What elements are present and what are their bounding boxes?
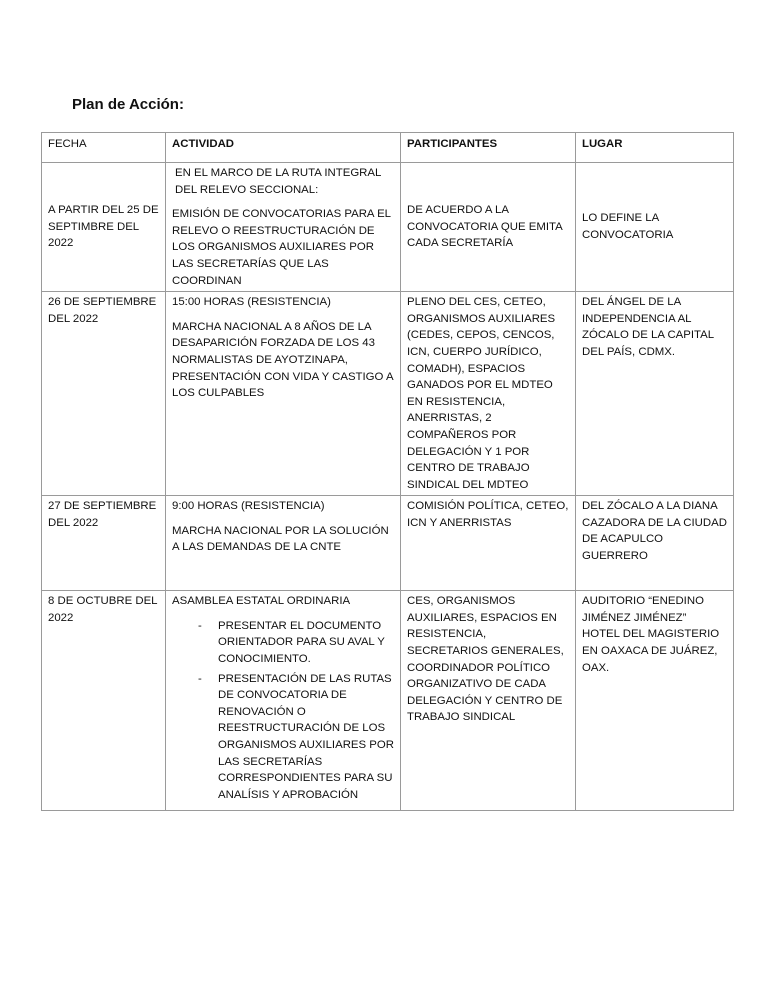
cell-fecha (42, 591, 166, 811)
cell-lugar (576, 496, 734, 591)
header-lugar: LUGAR (576, 133, 734, 163)
action-plan-table (41, 132, 734, 811)
fecha-text: 27 DE SEPTIEMBRE DEL 2022 (48, 500, 157, 529)
dash-bullet: - (198, 672, 202, 685)
table-header-row (42, 133, 734, 163)
list-item-text: PRESENTACIÓN DE LAS RUTAS DE CONVOCATORIA DE RENOVACIÓN O REESTRUCTURACIÓN DE LOS ORGANISMOS AUXILIARES POR LAS SECRETARÍAS CORRESPONDIENTES PARA SU ANALÍSIS Y APROBACIÓN (218, 672, 394, 801)
table-row (42, 163, 734, 292)
actividad-text: MARCHA NACIONAL A 8 AÑOS DE LA DESAPARICIÓN FORZADA DE LOS 43 NORMALISTAS DE AYOTZINAPA, PRESENTACIÓN CON VIDA Y CASTIGO A LOS CULPABLES (172, 320, 393, 400)
cell-fecha (42, 163, 166, 292)
cell-fecha (42, 496, 166, 591)
header-participantes: PARTICIPANTES (401, 133, 576, 163)
actividad-list (172, 618, 394, 804)
header-fecha: FECHA (42, 133, 166, 163)
dash-bullet: - (198, 619, 202, 632)
participantes-text: DE ACUERDO A LA CONVOCATORIA QUE EMITA CADA SECRETARÍA (407, 204, 563, 250)
cell-fecha (42, 292, 166, 496)
cell-lugar (576, 292, 734, 496)
fecha-text: 26 DE SEPTIEMBRE DEL 2022 (48, 296, 157, 325)
lugar-text: LO DEFINE LA CONVOCATORIA (582, 212, 674, 242)
actividad-intro: EN EL MARCO DE LA RUTA INTEGRAL DEL RELEVO SECCIONAL: (175, 167, 381, 196)
hora-text: 15:00 HORAS (RESISTENCIA) (172, 296, 331, 309)
cell-actividad (166, 292, 401, 496)
fecha-text: A PARTIR DEL 25 DE SEPTIMBRE DEL 2022 (48, 204, 159, 250)
actividad-text: ASAMBLEA ESTATAL ORDINARIA (172, 595, 351, 608)
cell-participantes (401, 292, 576, 496)
cell-participantes (401, 496, 576, 591)
cell-actividad (166, 496, 401, 591)
cell-lugar (576, 163, 734, 292)
fecha-text: 8 DE OCTUBRE DEL 2022 (48, 595, 158, 624)
table-row (42, 591, 734, 811)
lugar-text: DEL ZÓCALO A LA DIANA CAZADORA DE LA CIUDAD DE ACAPULCO GUERRERO (582, 500, 727, 563)
cell-actividad (166, 591, 401, 811)
list-item (172, 671, 394, 804)
actividad-text: EMISIÓN DE CONVOCATORIAS PARA EL RELEVO O REESTRUCTURACIÓN DE LOS ORGANISMOS AUXILIARES POR LAS SECRETARÍAS QUE LAS COORDINAN (172, 208, 391, 287)
table-row (42, 292, 734, 496)
cell-actividad (166, 163, 401, 292)
cell-lugar (576, 591, 734, 811)
actividad-text: MARCHA NACIONAL POR LA SOLUCIÓN A LAS DEMANDAS DE LA CNTE (172, 524, 389, 554)
hora-text: 9:00 HORAS (RESISTENCIA) (172, 500, 325, 513)
header-actividad: ACTIVIDAD (166, 133, 401, 163)
lugar-text: DEL ÁNGEL DE LA INDEPENDENCIA AL ZÓCALO DE LA CAPITAL DEL PAÍS, CDMX. (582, 296, 714, 358)
participantes-text: CES, ORGANISMOS AUXILIARES, ESPACIOS EN RESISTENCIA, SECRETARIOS GENERALES, COORDINADOR POLÍTICO ORGANIZATIVO DE CADA DELEGACIÓN Y CENTRO DE TRABAJO SINDICAL (407, 595, 564, 724)
lugar-text: AUDITORIO “ENEDINO JIMÉNEZ JIMÉNEZ” HOTEL DEL MAGISTERIO EN OAXACA DE JUÁREZ, OAX. (582, 595, 720, 674)
page-title: Plan de Acción: (72, 96, 184, 113)
cell-participantes (401, 591, 576, 811)
list-item (172, 618, 394, 668)
participantes-text: COMISIÓN POLÍTICA, CETEO, ICN Y ANERRISTAS (407, 500, 569, 529)
list-item-text: PRESENTAR EL DOCUMENTO ORIENTADOR PARA SU AVAL Y CONOCIMIENTO. (218, 619, 385, 666)
participantes-text: PLENO DEL CES, CETEO, ORGANISMOS AUXILIARES (CEDES, CEPOS, CENCOS, ICN, CUERPO JURÍDICO, COMADH), ESPACIOS GANADOS POR EL MDTEO EN RESISTENCIA, ANERRISTAS, 2 COMPAÑEROS POR DELEGACIÓN Y 1 POR CENTRO DE TRABAJO SINDICAL DEL MDTEO (407, 296, 556, 491)
table-row (42, 496, 734, 591)
cell-participantes (401, 163, 576, 292)
